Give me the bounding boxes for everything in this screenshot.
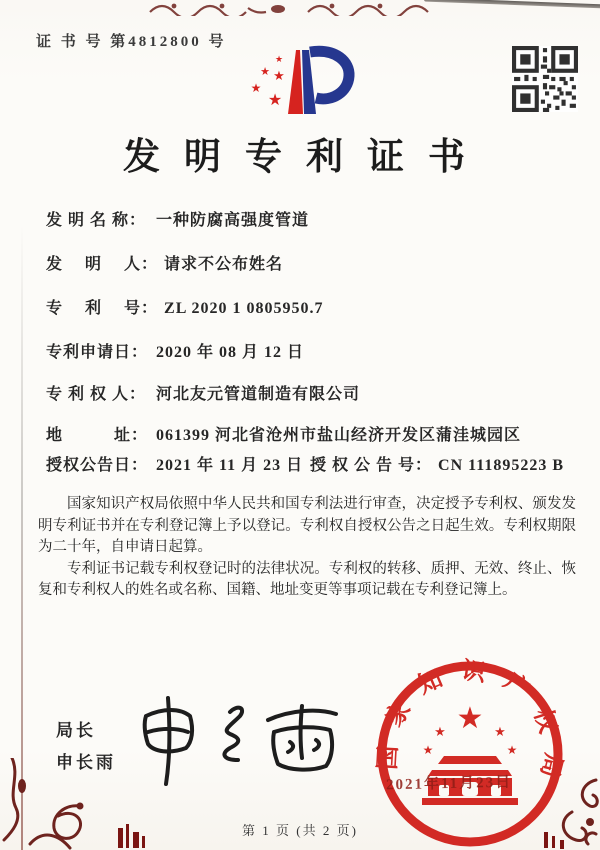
qr-code-icon [512, 46, 578, 112]
field-label: 专利申请日： [46, 344, 149, 361]
seal-agency-text: 国家知识产权局 [374, 657, 567, 797]
field-label: 发 明 名 称： [46, 212, 147, 229]
star-icon: ★ [422, 743, 434, 757]
officer-name: 申长雨 [56, 753, 116, 772]
field-row-invention-name [46, 207, 586, 230]
star-icon: ★ [434, 725, 446, 740]
field-value: 河北友元管道制造有限公司 [156, 386, 361, 403]
star-icon: ★ [456, 701, 484, 736]
star-icon: ★ [267, 90, 283, 109]
official-seal-icon [368, 654, 573, 850]
legal-paragraph-2: 专利证书记载专利权登记时的法律状况。专利权的转移、质押、无效、终止、恢复和专利权人的姓名或名称、国籍、地址变更等事项记载在专利登记簿上。 [38, 560, 576, 598]
field-row-grant-number [310, 452, 564, 475]
star-icon: ★ [273, 69, 285, 84]
field-value: 2021 年 11 月 23 日 [156, 457, 304, 474]
page-fold-line [21, 225, 23, 850]
field-label: 发 明 人： [46, 256, 159, 273]
handwritten-signature-icon [118, 686, 353, 791]
field-value: 061399 河北省沧州市盐山经济开发区蒲洼城园区 [156, 427, 522, 444]
field-row-inventor [46, 251, 586, 274]
field-label: 专 利 权 人： [46, 386, 147, 403]
star-icon: ★ [274, 55, 284, 65]
certificate-number: 证 书 号 第4812800 号 [36, 34, 227, 50]
cnipa-logo-icon [236, 36, 376, 128]
field-value: 2020 年 08 月 12 日 [156, 344, 305, 361]
field-value: 一种防腐高强度管道 [156, 212, 310, 229]
ornament-top-border [148, 0, 448, 16]
field-row-grant-date [46, 452, 586, 475]
certificate-title: 发明专利证书 [123, 137, 489, 178]
field-row-patent-number [46, 295, 586, 318]
field-row-patentee [46, 381, 586, 404]
star-icon: ★ [250, 81, 262, 95]
field-value: 请求不公布姓名 [164, 256, 284, 273]
photo-edge-line [424, 0, 600, 8]
star-icon: ★ [506, 743, 518, 757]
page-indicator: 第 1 页 (共 2 页) [242, 823, 358, 838]
legal-paragraph-1: 国家知识产权局依照中华人民共和国专利法进行审查，决定授予专利权、颁发发明专利证书并在专利登记簿上予以登记。专利权自授权公告之日起生效。专利权期限为二十年，自申请日起算。 [38, 496, 576, 555]
field-label: 专 利 号： [46, 300, 159, 317]
field-label: 地 址： [46, 427, 149, 444]
field-row-address [46, 422, 586, 445]
star-icon: ★ [260, 65, 270, 78]
field-label: 授权公告日： [46, 457, 149, 474]
field-label: 授 权 公 告 号： [310, 457, 433, 474]
legal-text-block [38, 494, 576, 602]
field-value: ZL 2020 1 0805950.7 [164, 300, 324, 317]
officer-title: 局长 [56, 721, 96, 740]
field-row-filing-date [46, 339, 586, 362]
star-icon: ★ [494, 725, 506, 740]
field-value: CN 111895223 B [438, 457, 565, 474]
seal-date: 2021年11月23日 [385, 774, 513, 794]
